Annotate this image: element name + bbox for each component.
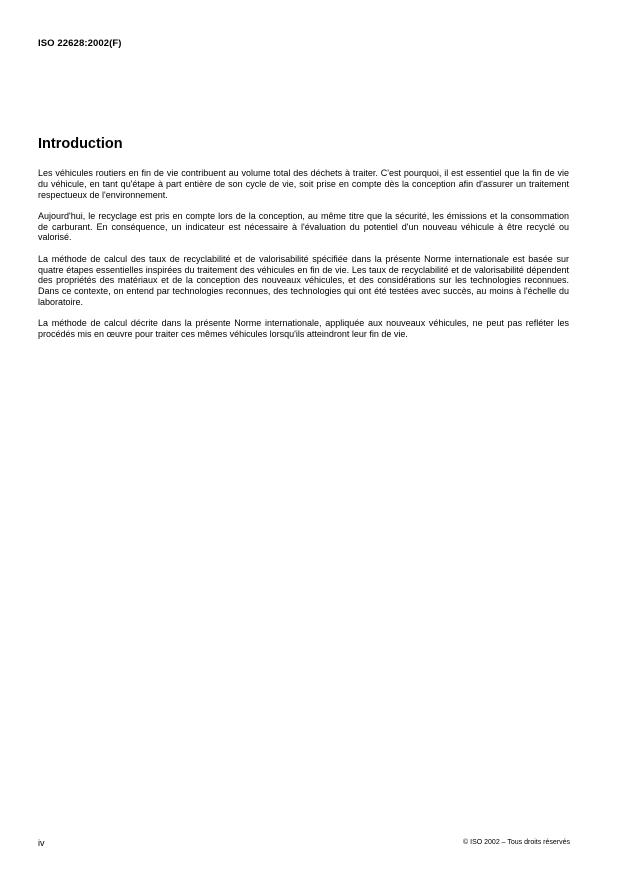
paragraph: Les véhicules routiers en fin de vie contribuent au volume total des déchets à traiter. C'est pourquoi, il est essentiel que la fin de vie du véhicule, en tant qu'étape à part entière de son cycle de vie, soit prise en compte dès la conception afin d'assurer un traitement respectueux de l'environnement.: [38, 168, 569, 200]
paragraph: La méthode de calcul des taux de recyclabilité et de valorisabilité spécifiée dans la présente Norme internationale est basée sur quatre étapes essentielles inspirées du traitement des véhicules en fin de vie. Les taux de recyclabilité et de valorisabilité dépendent des propriétés des matériaux et de la conception des nouveaux véhicules, et des considérations sur les technologies reconnues. Dans ce contexte, on entend par technologies reconnues, des technologies qui ont été testées avec succès, au moins à l'échelle du laboratoire.: [38, 253, 569, 307]
copyright-notice: © ISO 2002 – Tous droits réservés: [463, 839, 570, 846]
page-number: iv: [38, 838, 45, 848]
introduction-body: [38, 168, 569, 350]
paragraph: Aujourd'hui, le recyclage est pris en compte lors de la conception, au même titre que la sécurité, les émissions et la consommation de carburant. En conséquence, un indicateur est nécessaire à l'évaluation du potentiel d'un nouveau véhicule à être recyclé ou valorisé.: [38, 210, 569, 243]
section-title: Introduction: [38, 136, 123, 152]
document-reference: ISO 22628:2002(F): [38, 38, 122, 49]
paragraph: La méthode de calcul décrite dans la présente Norme internationale, appliquée aux nouveaux véhicules, ne peut pas refléter les procédés mis en œuvre pour traiter ces mêmes véhicules lorsqu'ils atteindront leur fin de vie.: [38, 318, 569, 340]
